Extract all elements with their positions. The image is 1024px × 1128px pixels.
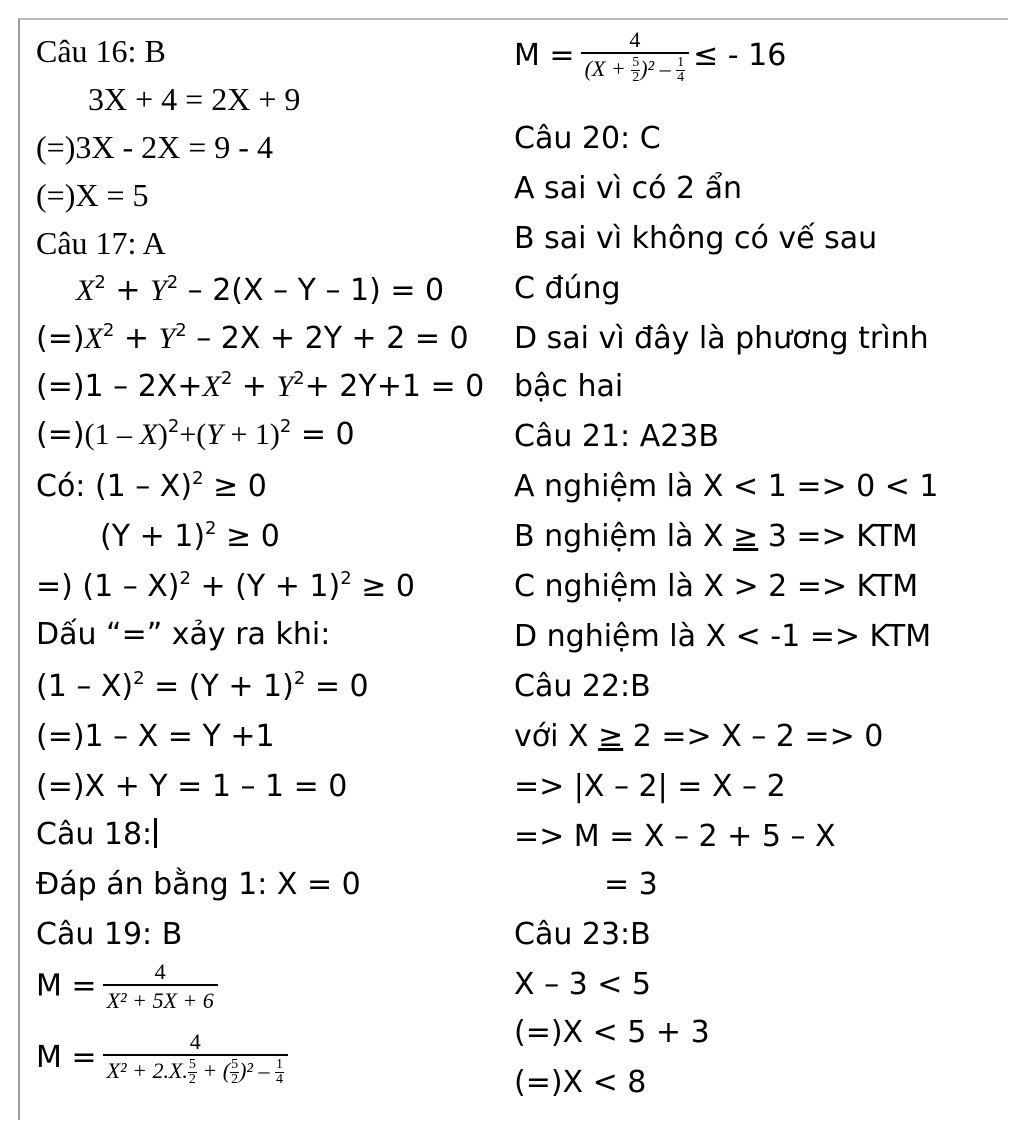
- q19-title: Câu 19: B: [36, 917, 183, 952]
- fraction: 4 X² + 2.X. $\frac{5}{2}$ + ( $\frac{5}{2}$ )² – $\frac{1}{4}$: [103, 1030, 288, 1087]
- q17-dau-line: Dấu “=” xảy ra khi:: [36, 617, 331, 652]
- q20-option-a: A sai vì có 2 ẩn: [514, 171, 742, 206]
- q17-eq2-line: (=)1 – X = Y +1: [36, 719, 275, 754]
- q20-option-d-2: bậc hai: [514, 369, 624, 404]
- q19-m-line-1: M = $\frac{4}{\text{X² + 5X + 6}}$: [36, 960, 222, 1014]
- q22-line-3: => M = X – 2 + 5 – X: [514, 819, 836, 854]
- q20-option-c: C đúng: [514, 271, 621, 306]
- q20-option-d-1: D sai vì đây là phương trình: [514, 321, 929, 356]
- q18-answer: Đáp án bằng 1: X = 0: [36, 867, 361, 902]
- fraction: $\frac{4}{\text{X² + 5X + 6}}$: [103, 960, 218, 1014]
- q21-option-b: B nghiệm là X ≥ 3 => KTM: [514, 519, 918, 554]
- q16-line-3: (=)X = 5: [36, 177, 149, 213]
- q16-line-2: (=)3X - 2X = 9 - 4: [36, 129, 273, 165]
- q21-title: Câu 21: A23B: [514, 419, 719, 454]
- q16-line-1: 3X + 4 = 2X + 9: [88, 81, 301, 117]
- q23-title: Câu 23:B: [514, 917, 651, 952]
- q19-m-line-2: M = 4 X² + 2.X. $\frac{5}{2}$ + ( $\frac{5}{2}$ )² – $\frac{1}{4}$: [36, 1030, 292, 1087]
- q21-option-c: C nghiệm là X > 2 => KTM: [514, 569, 919, 604]
- q17-co-line: Có: (1 – X)$^2$ ≥ 0: [36, 468, 267, 504]
- q23-line-2: (=)X < 5 + 3: [514, 1015, 710, 1050]
- q17-eq-line: $(1 - X)^2 = (Y + 1)^2 = 0$: [36, 668, 369, 704]
- document-page: [18, 18, 1008, 1120]
- q21-option-d: D nghiệm là X < -1 => KTM: [514, 619, 932, 654]
- q17-line-1: $X^2 + Y^2 - 2(X - Y - 1) = 0$: [76, 272, 445, 308]
- q23-line-1: X – 3 < 5: [514, 967, 652, 1002]
- q22-line-2: => |X – 2| = X – 2: [514, 769, 786, 804]
- top-m-line: M = 4 (X + $\frac{5}{2}$ )² – $\frac{1}{4}$ ≤ - 16: [514, 27, 787, 86]
- q22-line-1: với X ≥ 2 => X – 2 => 0: [514, 719, 884, 754]
- q17-line-4: $(=)(1 - X)^2+(Y + 1)^2 = 0$: [36, 416, 355, 452]
- text-cursor: [154, 818, 157, 848]
- fraction: 4 (X + $\frac{5}{2}$ )² – $\frac{1}{4}$: [581, 28, 690, 85]
- q23-line-3: (=)X < 8: [514, 1065, 647, 1100]
- q16-title: Câu 16: B: [36, 33, 166, 69]
- q17-eq3-line: (=)X + Y = 1 – 1 = 0: [36, 769, 348, 804]
- q17-sum-line: =) $(1 - X)^2 + (Y + 1)^2 \ge 0$: [36, 568, 415, 604]
- q18-title: Câu 18:: [36, 818, 157, 852]
- q17-y-line: $(Y + 1)^2 \ge 0$: [100, 518, 280, 554]
- q17-line-3: $(=)1 - 2X+X^2 + Y^2+ 2Y+1 = 0$: [36, 368, 485, 404]
- q21-option-a: A nghiệm là X < 1 => 0 < 1: [514, 469, 939, 504]
- q17-line-2: $(=)X^2 + Y^2 - 2X + 2Y + 2 = 0$: [36, 320, 469, 356]
- q20-option-b: B sai vì không có vế sau: [514, 221, 878, 256]
- q20-title: Câu 20: C: [514, 121, 661, 156]
- q22-title: Câu 22:B: [514, 669, 651, 704]
- q17-title: Câu 17: A: [36, 225, 166, 261]
- q22-line-4: = 3: [604, 867, 658, 902]
